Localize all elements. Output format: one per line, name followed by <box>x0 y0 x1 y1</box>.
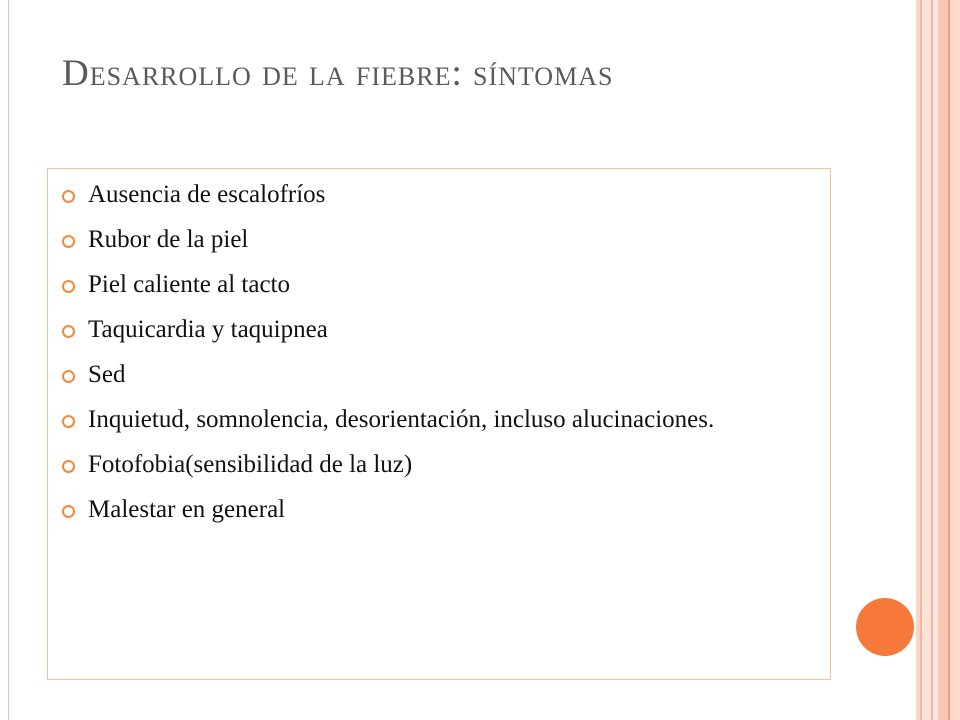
ring-bullet-icon <box>62 325 75 338</box>
ring-bullet-icon <box>62 235 75 248</box>
bullet-list <box>48 169 830 525</box>
bullet-item <box>48 494 808 525</box>
bullet-item <box>48 359 808 390</box>
ring-bullet-icon <box>62 190 75 203</box>
ring-bullet-icon <box>62 460 75 473</box>
bullet-text: Rubor de la piel <box>88 226 249 253</box>
bullet-text: Ausencia de escalofríos <box>88 181 326 208</box>
bullet-item <box>48 269 808 300</box>
ring-bullet-icon <box>62 505 75 518</box>
bullet-text: Fotofobia(sensibilidad de la luz) <box>88 451 413 478</box>
bullet-text: Piel caliente al tacto <box>88 271 290 298</box>
slide-title: Desarrollo de la fiebre: síntomas <box>62 53 614 94</box>
ring-bullet-icon <box>62 370 75 383</box>
right-decor-stripe <box>938 0 948 720</box>
right-decor-stripe <box>950 0 960 720</box>
bullet-item <box>48 314 808 345</box>
bullet-text: Sed <box>88 361 126 388</box>
ring-bullet-icon <box>62 280 75 293</box>
bullet-text: Malestar en general <box>88 496 286 523</box>
bullet-item <box>48 224 808 255</box>
orange-circle <box>856 598 914 656</box>
bullet-text: Taquicardia y taquipnea <box>88 316 328 343</box>
right-decor-stripe <box>922 0 931 720</box>
bullet-text: Inquietud, somnolencia, desorientación, incluso alucinaciones. <box>88 406 715 433</box>
ring-bullet-icon <box>62 415 75 428</box>
content-box <box>47 168 831 680</box>
left-border-line <box>8 0 9 720</box>
bullet-item <box>48 404 808 435</box>
bullet-item <box>48 449 808 480</box>
bullet-item <box>48 179 808 210</box>
